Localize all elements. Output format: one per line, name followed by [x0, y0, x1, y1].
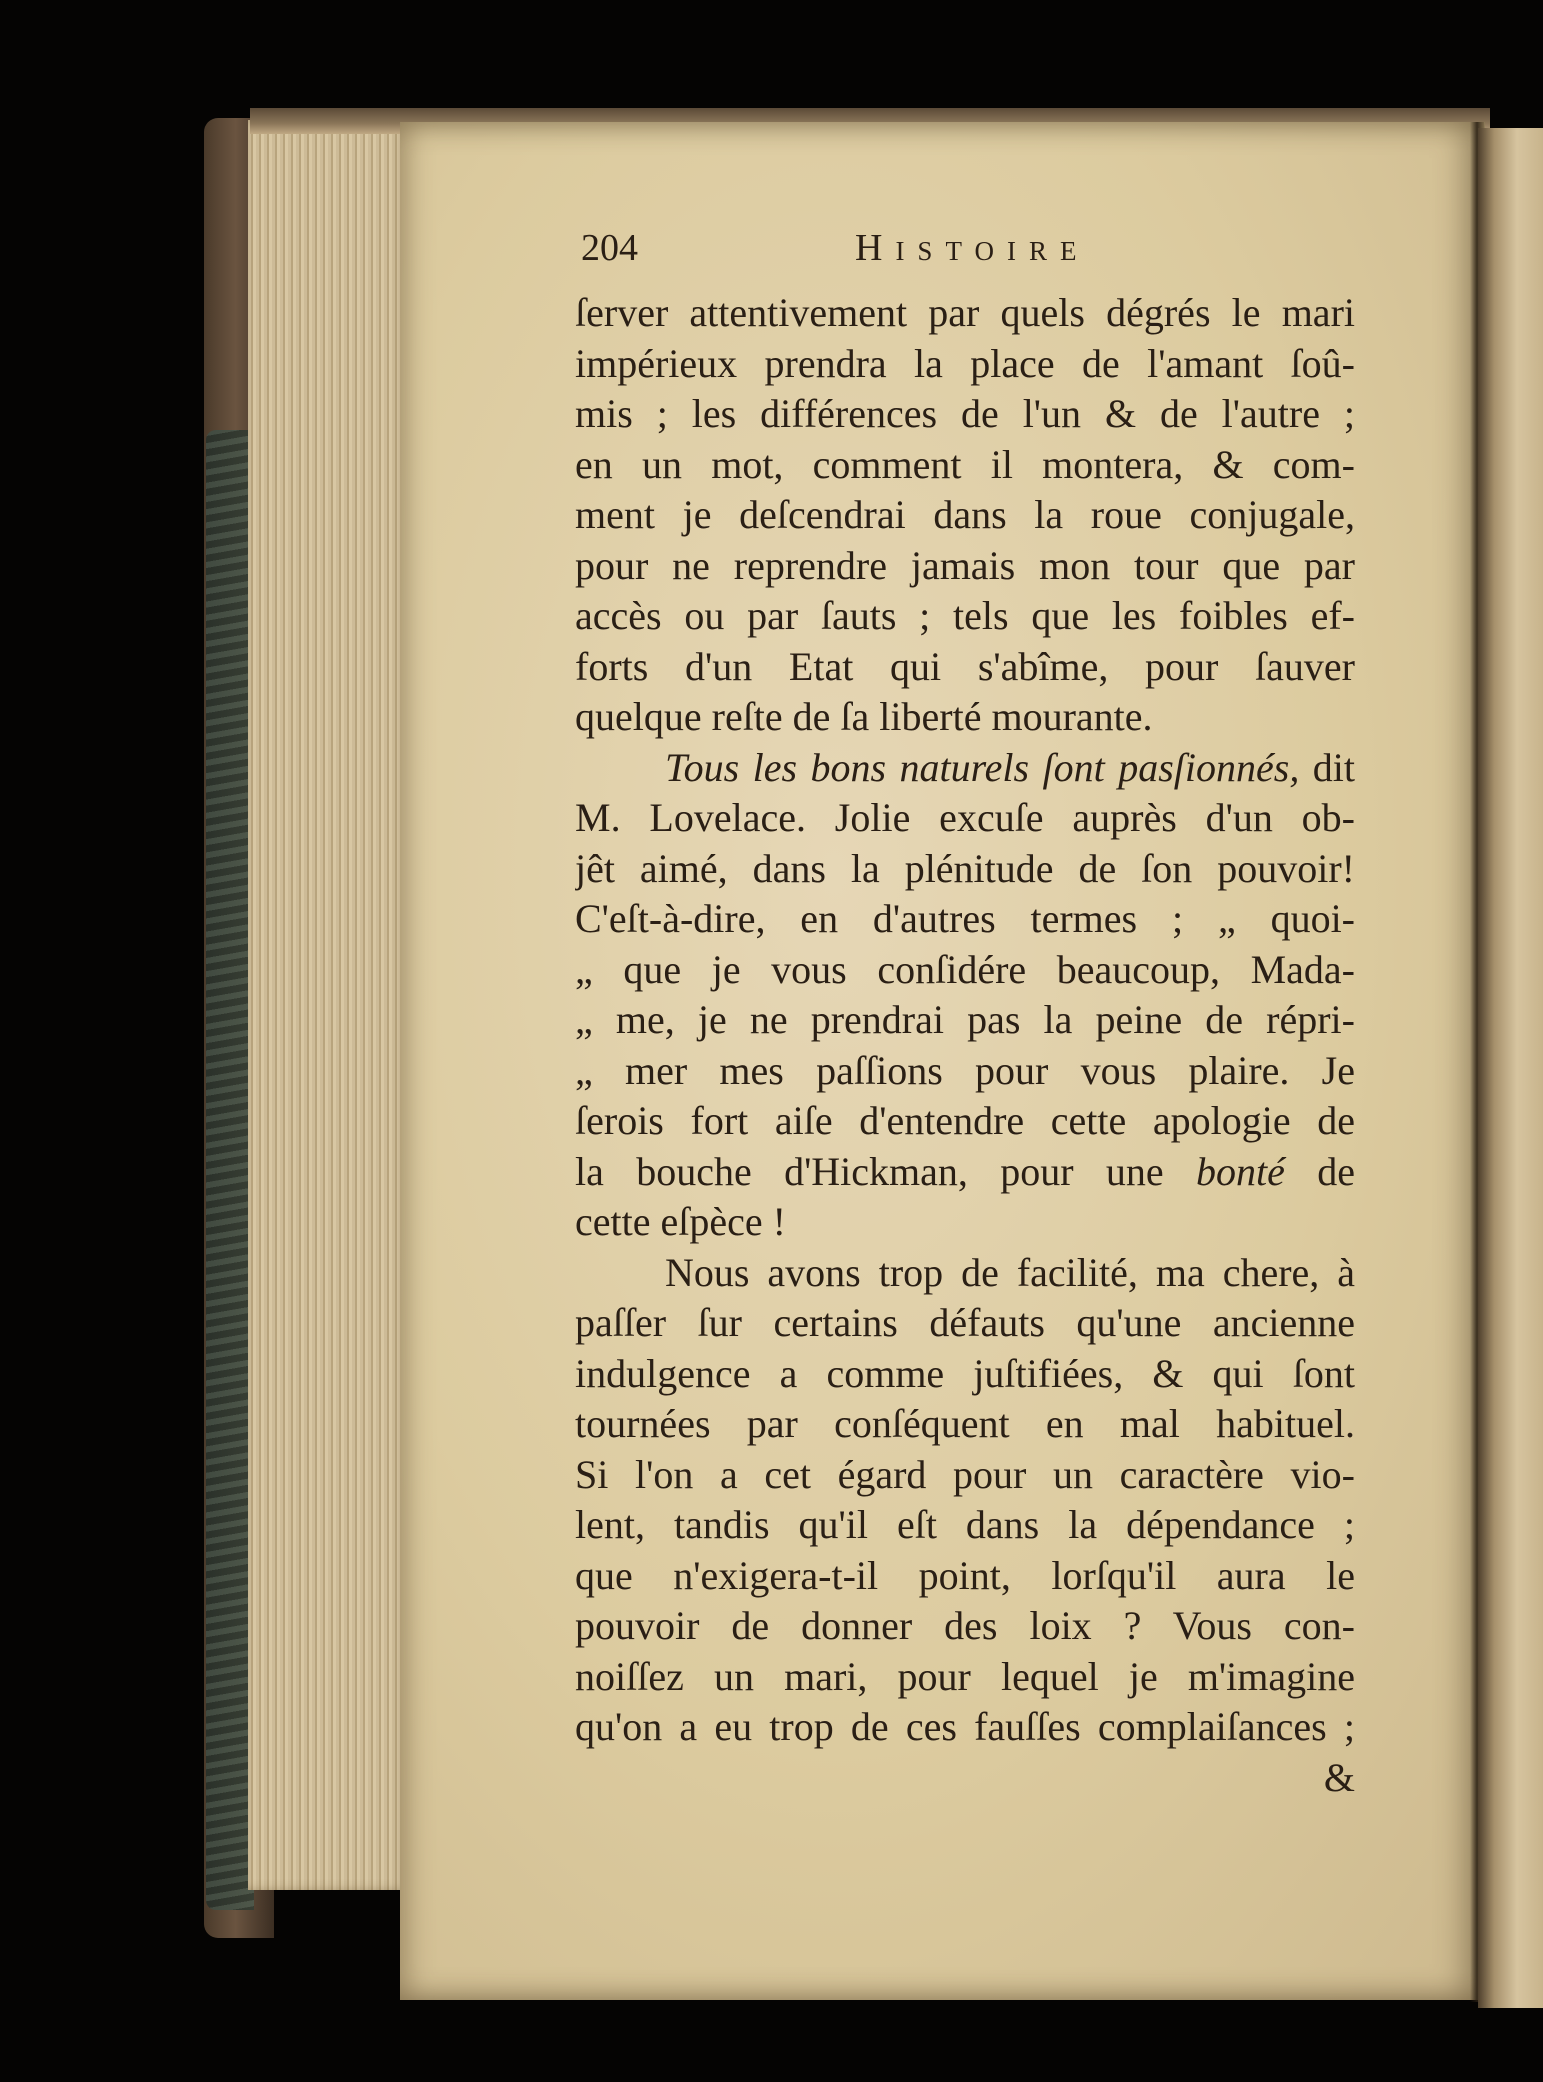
paragraph-2 — [575, 743, 1355, 1248]
page-number: 204 — [581, 227, 638, 269]
text-span: dit — [1299, 744, 1355, 790]
running-head — [575, 222, 1355, 274]
text-line: C'eſt-à-dire, en d'autres termes ; „ quoi- — [575, 896, 1355, 941]
catchword: & — [1323, 1754, 1355, 1800]
paragraph-3 — [575, 1248, 1355, 1753]
text-line: que n'exigera-t-il point, lorſqu'il aura le — [575, 1552, 1355, 1598]
text-line: „ me, je ne prendrai pas la peine de répri- — [575, 997, 1355, 1042]
text-line: en un mot, comment il montera, & com- — [575, 441, 1355, 487]
text-line: cette eſpèce ! — [575, 1199, 786, 1244]
text-line: Nous avons trop de facilité, ma chere, à — [665, 1249, 1355, 1295]
text-line: lent, tandis qu'il eſt dans la dépendance ; — [575, 1502, 1355, 1547]
text-line: ment je deſcendrai dans la roue conjugale, — [575, 492, 1355, 537]
running-title: Histoire — [855, 227, 1090, 269]
text-line: forts d'un Etat qui s'abîme, pour ſauver — [575, 643, 1355, 689]
text-line: pour ne reprendre jamais mon tour que par — [575, 542, 1355, 588]
paragraph-1 — [575, 288, 1355, 743]
text-line: accès ou par ſauts ; tels que les foibles ef- — [575, 593, 1355, 638]
text-line: jêt aimé, dans la plénitude de ſon pouvoir! — [575, 845, 1355, 891]
text-line: noiſſez un mari, pour lequel je m'imagine — [575, 1653, 1355, 1699]
text-line — [575, 743, 1355, 794]
text-line: mis ; les différences de l'un & de l'autre ; — [575, 391, 1355, 436]
text-span: la bouche d'Hickman, pour une — [575, 1148, 1197, 1194]
facing-page-edge — [1478, 128, 1543, 2008]
text-line: ſerver attentivement par quels dégrés le mari — [575, 290, 1355, 335]
text-line: M. Lovelace. Jolie excuſe auprès d'un ob- — [575, 795, 1355, 840]
text-line: ſerois fort aiſe d'entendre cette apologie de — [575, 1098, 1355, 1143]
italic-phrase: Tous les bons naturels ſont pasſionnés, — [665, 744, 1300, 790]
marbled-cover — [206, 430, 254, 1910]
text-span: de — [1284, 1148, 1355, 1194]
text-line: indulgence a comme juſtifiées, & qui ſont — [575, 1350, 1355, 1396]
text-line: Si l'on a cet égard pour un caractère vio- — [575, 1451, 1355, 1497]
text-line: „ que je vous conſidére beaucoup, Mada- — [575, 946, 1355, 992]
page-edges — [248, 120, 408, 1890]
text-line: impérieux prendra la place de l'amant ſoû- — [575, 340, 1355, 386]
text-line: pouvoir de donner des loix ? Vous con- — [575, 1603, 1355, 1648]
text-line: „ mer mes paſſions pour vous plaire. Je — [575, 1047, 1355, 1093]
text-line: tournées par conſéquent en mal habituel. — [575, 1401, 1355, 1446]
text-line: qu'on a eu trop de ces fauſſes complaiſances ; — [575, 1704, 1355, 1749]
text-line: paſſer ſur certains défauts qu'une ancienne — [575, 1300, 1355, 1345]
page-text — [575, 222, 1355, 1803]
text-line: quelque reſte de ſa liberté mourante. — [575, 694, 1153, 739]
text-line — [575, 1147, 1355, 1198]
italic-word: bonté — [1196, 1148, 1285, 1194]
